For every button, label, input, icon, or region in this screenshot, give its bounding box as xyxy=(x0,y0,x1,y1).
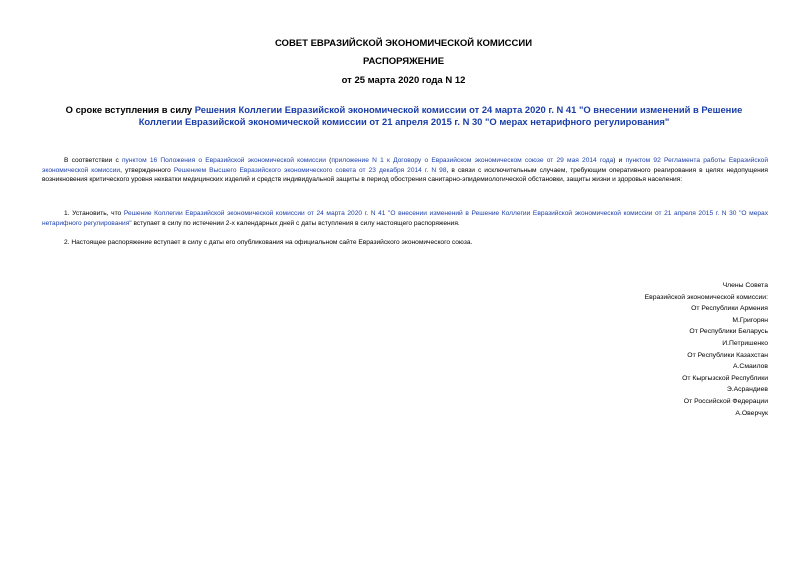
preamble-text-1: В соответствии с xyxy=(64,157,122,164)
preamble-text-2: ( xyxy=(325,157,332,164)
clause-1-text-2: вступает в силу по истечении 2-х календарных дней с даты вступления в силу настоящего распоряжения. xyxy=(131,219,460,227)
signature-name: Э.Асрандиев xyxy=(726,386,768,394)
link-treaty-annex[interactable]: приложение N 1 к Договору о Евразийском экономическом союзе от 29 мая 2014 года xyxy=(331,157,614,164)
preamble-text-4: , утвержденного xyxy=(120,166,174,174)
signature-country: От Республики Беларусь xyxy=(689,328,768,336)
preamble-text-5: , в связи с исключительным случаем, требующим оперативного реагирования в целях недопущения возникновения критического уровня нехватки медицинских изделий и средств индивидуальной защиты в период обострения санитарно-эпидемиологической обстановки, защиты жизни и здоровья населения: xyxy=(42,166,768,184)
signature-country: От Кыргызской Республики xyxy=(682,374,768,382)
clause-2-paragraph: 2. Настоящее распоряжение вступает в силу с даты его опубликования на официальном сайте Евразийского экономического союза. xyxy=(64,239,473,246)
signature-country: От Республики Казахстан xyxy=(687,351,768,359)
signature-name: А.Смаилов xyxy=(732,363,768,371)
clause-1-paragraph xyxy=(42,209,768,228)
doc-type-heading: РАСПОРЯЖЕНИЕ xyxy=(362,56,445,67)
clause-1-text-1: 1. Установить, что xyxy=(64,210,124,217)
link-supreme-council-decision[interactable]: Решением Высшего Евразийского экономического совета от 23 декабря 2014 г. N 98 xyxy=(173,166,447,174)
signature-name: М.Григорян xyxy=(732,316,768,324)
signature-heading-2: Евразийской экономической комиссии: xyxy=(644,293,768,301)
title-decision-link[interactable]: Решения Коллегии Евразийской экономической комиссии от 24 марта 2020 г. N 41 "О внесении изменений в Решение Коллегии Евразийской экономической комиссии от 21 апреля 2015 г. N 30 "О мерах нетарифного регулирования" xyxy=(138,104,743,127)
signature-country: От Российской Федерации xyxy=(683,397,768,405)
title-prefix: О сроке вступления в силу xyxy=(65,104,195,115)
signature-heading-1: Члены Совета xyxy=(722,282,768,289)
signature-name: А.Оверчук xyxy=(735,409,768,417)
document-title xyxy=(48,104,760,128)
signature-country: От Республики Армения xyxy=(691,305,768,313)
preamble-paragraph xyxy=(42,156,768,185)
link-clause-16[interactable]: пунктом 16 Положения о Евразийской экономической комиссии xyxy=(121,157,326,164)
org-heading: СОВЕТ ЕВРАЗИЙСКОЙ ЭКОНОМИЧЕСКОЙ КОМИССИИ xyxy=(274,38,533,49)
link-clause-92[interactable]: пунктом 92 Регламента работы Евразийской экономической комиссии xyxy=(42,157,769,174)
signature-block xyxy=(645,280,768,419)
signature-name: И.Петришенко xyxy=(722,339,768,347)
link-board-decision[interactable]: Решение Коллегии Евразийской экономической комиссии от 24 марта 2020 г. N 41 "О внесении изменений в Решение Коллегии Евразийской экономической комиссии от 21 апреля 2015 г. N 30 "О мерах нетарифного регулирования" xyxy=(42,210,769,227)
date-number-heading: от 25 марта 2020 года N 12 xyxy=(341,75,466,86)
preamble-text-3: ) и xyxy=(613,157,626,164)
